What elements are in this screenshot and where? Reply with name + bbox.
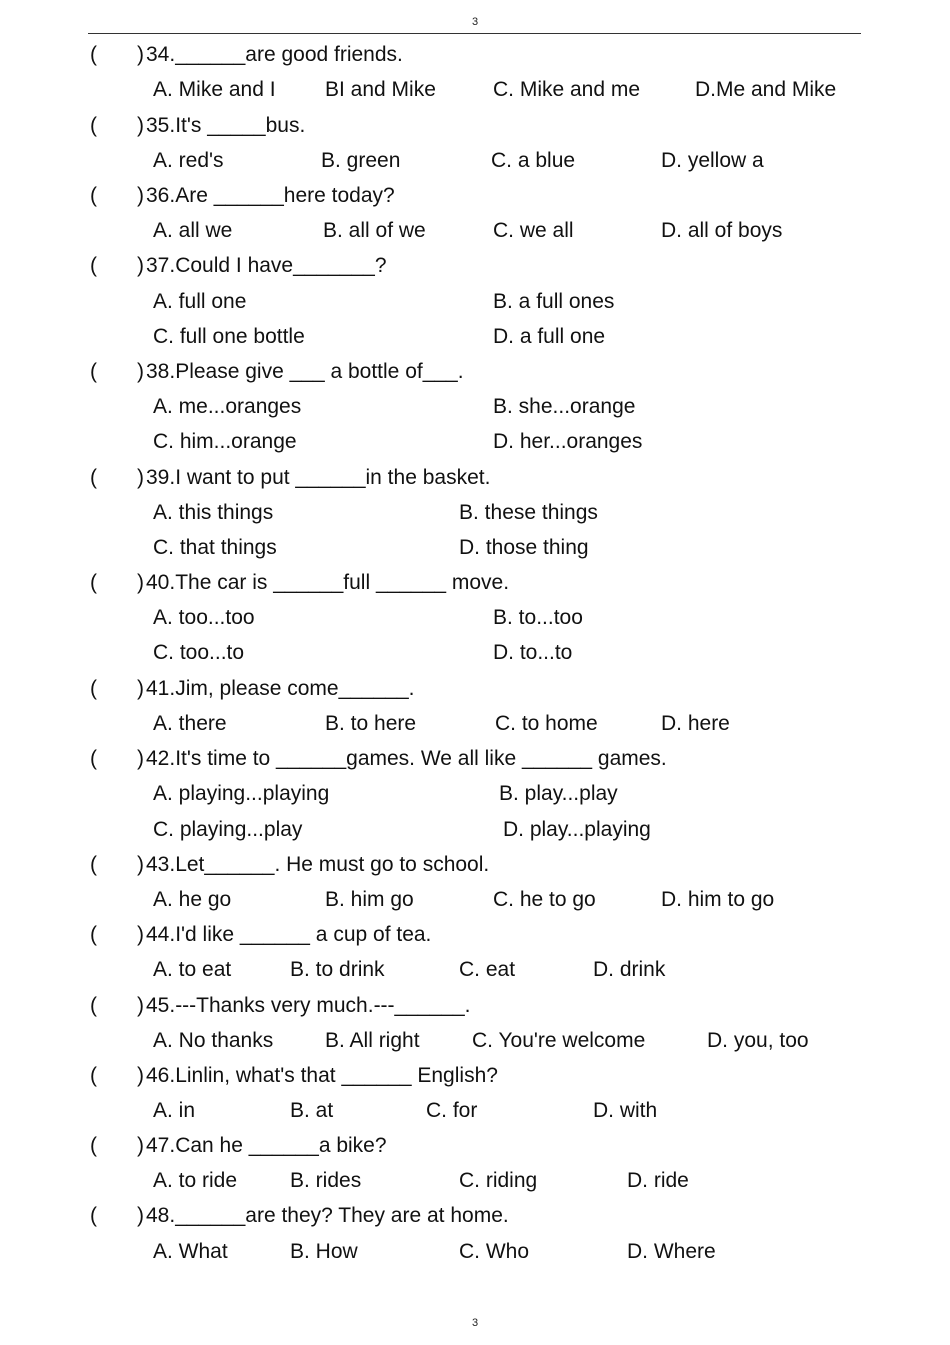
question-stem: 44.I'd like ______ a cup of tea. — [146, 923, 432, 946]
option-d[interactable]: D. those thing — [459, 536, 589, 559]
option-a[interactable]: A. too...too — [153, 606, 255, 629]
option-a[interactable]: A. to ride — [153, 1169, 238, 1192]
page-number-bottom: 3 — [471, 1317, 479, 1329]
question-stem: 43.Let______. He must go to school. — [146, 853, 490, 876]
option-b[interactable]: B. rides — [290, 1169, 362, 1192]
question-stem: 39.I want to put ______in the basket. — [146, 466, 491, 489]
question-stem: 42.It's time to ______games. We all like ______ games. — [146, 747, 667, 770]
answer-bracket-open[interactable]: ( — [90, 923, 97, 946]
option-c[interactable]: C. You're welcome — [472, 1029, 646, 1052]
answer-bracket-close: ) — [137, 254, 144, 277]
answer-bracket-open[interactable]: ( — [90, 747, 97, 770]
question-stem: 38.Please give ___ a bottle of___. — [146, 360, 464, 383]
option-d[interactable]: D. Where — [627, 1240, 716, 1263]
question-stem: 41.Jim, please come______. — [146, 677, 415, 700]
option-d[interactable]: D. here — [661, 712, 730, 735]
option-d[interactable]: D. a full one — [493, 325, 606, 348]
option-d[interactable]: D.Me and Mike — [695, 78, 837, 101]
answer-bracket-open[interactable]: ( — [90, 466, 97, 489]
answer-bracket-close: ) — [137, 184, 144, 207]
option-a[interactable]: A. there — [153, 712, 227, 735]
answer-bracket-close: ) — [137, 1134, 144, 1157]
option-b[interactable]: B. she...orange — [493, 395, 636, 418]
question-stem: 45.---Thanks very much.---______. — [146, 994, 471, 1017]
answer-bracket-open[interactable]: ( — [90, 1204, 97, 1227]
answer-bracket-open[interactable]: ( — [90, 853, 97, 876]
answer-bracket-close: ) — [137, 466, 144, 489]
option-b[interactable]: B. him go — [325, 888, 414, 911]
option-d[interactable]: D. all of boys — [661, 219, 783, 242]
option-c[interactable]: C. to home — [495, 712, 598, 735]
question-stem: 37.Could I have_______? — [146, 254, 387, 277]
option-c[interactable]: C. too...to — [153, 641, 245, 664]
question-stem: 34.______are good friends. — [146, 43, 403, 66]
option-b[interactable]: BI and Mike — [325, 78, 436, 101]
answer-bracket-open[interactable]: ( — [90, 43, 97, 66]
option-b[interactable]: B. all of we — [323, 219, 426, 242]
option-d[interactable]: D. play...playing — [503, 818, 651, 841]
option-c[interactable]: C. a blue — [491, 149, 576, 172]
answer-bracket-close: ) — [137, 1204, 144, 1227]
answer-bracket-close: ) — [137, 114, 144, 137]
option-d[interactable]: D. you, too — [707, 1029, 809, 1052]
option-a[interactable]: A. What — [153, 1240, 228, 1263]
answer-bracket-open[interactable]: ( — [90, 994, 97, 1017]
option-c[interactable]: C. full one bottle — [153, 325, 305, 348]
option-b[interactable]: B. All right — [325, 1029, 420, 1052]
answer-bracket-open[interactable]: ( — [90, 1064, 97, 1087]
option-d[interactable]: D. her...oranges — [493, 430, 643, 453]
answer-bracket-close: ) — [137, 677, 144, 700]
option-a[interactable]: A. red's — [153, 149, 224, 172]
answer-bracket-close: ) — [137, 853, 144, 876]
option-b[interactable]: B. to drink — [290, 958, 385, 981]
question-stem: 35.It's _____bus. — [146, 114, 306, 137]
option-b[interactable]: B. these things — [459, 501, 598, 524]
option-c[interactable]: C. Mike and me — [493, 78, 641, 101]
option-d[interactable]: D. him to go — [661, 888, 775, 911]
answer-bracket-open[interactable]: ( — [90, 677, 97, 700]
option-b[interactable]: B. a full ones — [493, 290, 615, 313]
question-stem: 48.______are they? They are at home. — [146, 1204, 509, 1227]
answer-bracket-close: ) — [137, 360, 144, 383]
answer-bracket-close: ) — [137, 571, 144, 594]
option-d[interactable]: D. with — [593, 1099, 658, 1122]
option-a[interactable]: A. all we — [153, 219, 233, 242]
option-a[interactable]: A. No thanks — [153, 1029, 274, 1052]
option-c[interactable]: C. we all — [493, 219, 574, 242]
header-rule — [88, 33, 861, 34]
option-b[interactable]: B. play...play — [499, 782, 618, 805]
option-a[interactable]: A. me...oranges — [153, 395, 302, 418]
option-a[interactable]: A. this things — [153, 501, 274, 524]
option-c[interactable]: C. eat — [459, 958, 516, 981]
option-b[interactable]: B. to here — [325, 712, 417, 735]
option-c[interactable]: C. riding — [459, 1169, 538, 1192]
option-a[interactable]: A. playing...playing — [153, 782, 330, 805]
option-b[interactable]: B. green — [321, 149, 401, 172]
question-stem: 36.Are ______here today? — [146, 184, 395, 207]
answer-bracket-close: ) — [137, 1064, 144, 1087]
option-a[interactable]: A. to eat — [153, 958, 232, 981]
answer-bracket-open[interactable]: ( — [90, 571, 97, 594]
question-stem: 40.The car is ______full ______ move. — [146, 571, 510, 594]
answer-bracket-close: ) — [137, 923, 144, 946]
option-d[interactable]: D. yellow a — [661, 149, 764, 172]
option-b[interactable]: B. How — [290, 1240, 358, 1263]
option-c[interactable]: C. he to go — [493, 888, 596, 911]
option-d[interactable]: D. to...to — [493, 641, 573, 664]
answer-bracket-close: ) — [137, 994, 144, 1017]
option-a[interactable]: A. he go — [153, 888, 232, 911]
answer-bracket-open[interactable]: ( — [90, 254, 97, 277]
option-c[interactable]: C. that things — [153, 536, 277, 559]
answer-bracket-open[interactable]: ( — [90, 114, 97, 137]
option-b[interactable]: B. to...too — [493, 606, 583, 629]
question-stem: 47.Can he ______a bike? — [146, 1134, 387, 1157]
answer-bracket-close: ) — [137, 747, 144, 770]
option-c[interactable]: C. him...orange — [153, 430, 297, 453]
option-a[interactable]: A. Mike and I — [153, 78, 276, 101]
option-b[interactable]: B. at — [290, 1099, 334, 1122]
page-number-top: 3 — [471, 16, 479, 28]
option-a[interactable]: A. full one — [153, 290, 247, 313]
option-d[interactable]: D. ride — [627, 1169, 689, 1192]
answer-bracket-open[interactable]: ( — [90, 360, 97, 383]
option-c[interactable]: C. playing...play — [153, 818, 303, 841]
answer-bracket-open[interactable]: ( — [90, 184, 97, 207]
option-c[interactable]: C. for — [426, 1099, 478, 1122]
question-stem: 46.Linlin, what's that ______ English? — [146, 1064, 498, 1087]
option-c[interactable]: C. Who — [459, 1240, 530, 1263]
option-a[interactable]: A. in — [153, 1099, 196, 1122]
answer-bracket-open[interactable]: ( — [90, 1134, 97, 1157]
answer-bracket-close: ) — [137, 43, 144, 66]
option-d[interactable]: D. drink — [593, 958, 666, 981]
